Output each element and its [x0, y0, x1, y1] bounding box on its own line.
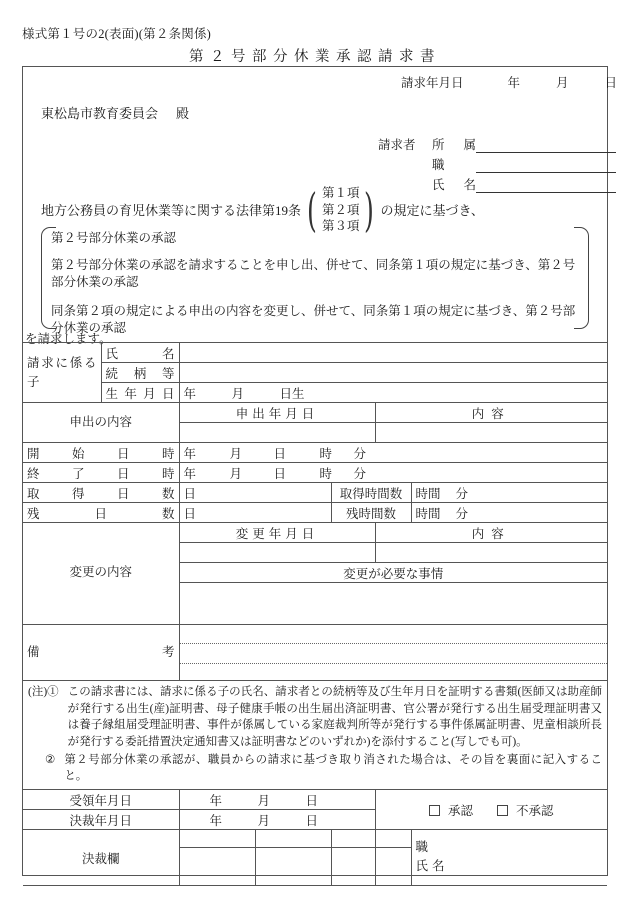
- end-hour: 時: [319, 466, 333, 481]
- child-birth-input[interactable]: [179, 383, 607, 403]
- request-option-3[interactable]: 同条第２項の規定による申出の内容を変更し、併せて、同条第１項の規定に基づき、第２号部分休業の承認: [51, 304, 576, 336]
- table-row: [23, 343, 607, 363]
- note-item-2: [28, 752, 602, 785]
- table-row: [23, 830, 607, 848]
- hours-taken-input[interactable]: [411, 483, 607, 503]
- start-month: 月: [229, 446, 243, 461]
- requester-post-label: 職: [432, 158, 445, 172]
- approve-checkbox[interactable]: [429, 805, 440, 816]
- remarks-label: 備考: [23, 625, 179, 681]
- receipt-year: 年: [209, 793, 223, 808]
- approval-checkbox-group: [375, 790, 607, 830]
- hours-taken-label: 取得時間数: [331, 483, 411, 503]
- page-title: [22, 45, 608, 66]
- note-item-1: [28, 684, 602, 751]
- application-content-header: 内容: [375, 403, 607, 423]
- decision-stamp-4[interactable]: [375, 848, 411, 886]
- change-label-top: [23, 523, 179, 543]
- table-row: [23, 363, 607, 383]
- change-content-input[interactable]: [375, 543, 607, 563]
- note-1-text: この請求書には、請求に係る子の氏名、請求者との続柄等及び生年月日を証明する書類(医師又は助産師が発行する出生(産)証明書、母子健康手帳の出生届出済証明書、官公署が発行する出生届受理証明書又は養子縁組届受理証明書、事件が係属している家庭裁判所等が発行する事件係属証明書、児童相談所長が発行する委託措置決定通知書又は証明書などのいずれか)を添付すること(写しでも可)。: [67, 686, 603, 749]
- application-label: 申出の内容: [23, 403, 179, 443]
- hours-left-hour: 時間: [415, 506, 441, 521]
- table-row: [23, 503, 607, 523]
- start-datetime-label: 開始日時: [23, 443, 179, 463]
- decision-stamp-4-top[interactable]: [375, 830, 411, 848]
- decision-year: 年: [209, 813, 223, 828]
- claim-date-year: 年: [507, 76, 521, 90]
- end-month: 月: [229, 466, 243, 481]
- form-code: 様式第１号の2(表面)(第２条関係): [22, 27, 212, 41]
- brace-left-icon: (: [307, 182, 317, 237]
- end-datetime-label: 終了日時: [23, 463, 179, 483]
- signature-name-label: 氏名: [415, 858, 449, 873]
- table-row: [23, 583, 607, 625]
- application-content-input[interactable]: [375, 423, 607, 443]
- end-year: 年: [183, 466, 197, 481]
- change-section-label: 変更の内容: [23, 563, 179, 583]
- change-label-bottom: [23, 583, 179, 625]
- application-date-header: 申出年月日: [179, 403, 375, 423]
- hours-left-minute: 分: [455, 506, 469, 521]
- law-clause-2[interactable]: 第２項: [321, 202, 360, 217]
- days-left-input[interactable]: 日: [179, 503, 331, 523]
- request-tail-text: を請求します。: [25, 332, 112, 346]
- law-reference-prefix: 地方公務員の育児休業等に関する法律第19条: [41, 203, 302, 219]
- table-row: [23, 681, 607, 790]
- form-grid: [23, 342, 607, 886]
- note-2-text: 第２号部分休業の承認が、職員からの請求に基づき取り消された場合は、その旨を裏面に記入すること。: [64, 753, 603, 783]
- days-taken-label: 取得日数: [23, 483, 179, 503]
- end-datetime-input[interactable]: [179, 463, 607, 483]
- hours-left-label: 残時間数: [331, 503, 411, 523]
- start-hour: 時: [319, 446, 333, 461]
- hours-taken-minute: 分: [455, 486, 469, 501]
- decision-stamp-3[interactable]: [331, 848, 375, 886]
- table-row: [23, 563, 607, 583]
- brace-right-icon: ): [364, 182, 375, 237]
- note-1-marker: (注)①: [28, 686, 59, 698]
- child-relation-label: 続柄等: [101, 363, 179, 383]
- approve-label: 承認: [448, 803, 474, 818]
- child-birth-year: 年: [183, 386, 197, 401]
- law-reference-suffix: の規定に基づき、: [380, 203, 484, 219]
- start-minute: 分: [353, 446, 367, 461]
- table-row: [23, 625, 607, 681]
- decision-stamp-1[interactable]: [179, 848, 255, 886]
- change-label-mid: [23, 543, 179, 563]
- table-row: [23, 523, 607, 543]
- child-birth-month: 月: [231, 386, 245, 401]
- requester-block: [378, 133, 616, 193]
- request-option-2[interactable]: 第２号部分休業の承認を請求することを申し出、併せて、同条第１項の規定に基づき、第２号部分休業の承認: [51, 258, 576, 290]
- child-name-label: 氏名: [101, 343, 179, 363]
- child-relation-input[interactable]: [179, 363, 607, 383]
- requester-label: 請求者: [378, 138, 416, 152]
- child-birth-day: 日生: [279, 386, 305, 401]
- claim-date-line: [401, 73, 617, 91]
- receipt-date-input[interactable]: [179, 790, 375, 810]
- addressee-name: 東松島市教育委員会: [41, 106, 159, 121]
- table-row: [23, 383, 607, 403]
- change-content-header: 内容: [375, 523, 607, 543]
- decision-stamp-1-top[interactable]: [179, 830, 255, 848]
- notes-section: [23, 681, 607, 790]
- table-row: [23, 543, 607, 563]
- receipt-month: 月: [257, 793, 271, 808]
- change-date-input[interactable]: [179, 543, 375, 563]
- application-date-input[interactable]: [179, 423, 375, 443]
- change-reason-header: 変更が必要な事情: [179, 563, 607, 583]
- claim-date-day: 日: [604, 76, 618, 90]
- days-left-label: 残日数: [23, 503, 179, 523]
- form-upper-section: [23, 67, 618, 346]
- decision-date-input[interactable]: [179, 810, 375, 830]
- form-table: [23, 342, 607, 886]
- table-row: [23, 483, 607, 503]
- claim-date-month: 月: [556, 76, 569, 90]
- addressee-line: [41, 103, 189, 122]
- requester-affiliation-row: [378, 133, 616, 153]
- law-clause-3[interactable]: 第３項: [321, 219, 360, 233]
- requester-affiliation-input[interactable]: [476, 138, 616, 153]
- reject-checkbox[interactable]: [497, 805, 508, 816]
- remarks-dotted-line-2: [180, 663, 608, 664]
- remarks-input[interactable]: [179, 625, 607, 681]
- decision-stamp-2-top[interactable]: [255, 830, 331, 848]
- requester-affiliation-label: 所属: [432, 138, 476, 152]
- decision-stamp-3-top[interactable]: [331, 830, 375, 848]
- decision-date-label: 決裁年月日: [23, 810, 179, 830]
- start-datetime-input[interactable]: [179, 443, 607, 463]
- reject-label: 不承認: [516, 803, 554, 818]
- table-row: [23, 790, 607, 810]
- decision-day: 日: [305, 813, 319, 828]
- start-day: 日: [273, 446, 287, 461]
- request-options-block: [41, 227, 589, 336]
- change-reason-input[interactable]: [179, 583, 607, 625]
- remarks-dotted-line-1: [180, 643, 608, 644]
- addressee-honorific: 殿: [176, 106, 190, 121]
- decision-column-label: 決裁欄: [23, 830, 179, 886]
- table-row: [23, 403, 607, 423]
- end-minute: 分: [353, 466, 367, 481]
- hours-left-input[interactable]: [411, 503, 607, 523]
- requester-name-label: 氏名: [432, 178, 476, 192]
- form-outer-border: [22, 66, 618, 876]
- table-row: [23, 443, 607, 463]
- requester-post-input[interactable]: [476, 158, 616, 173]
- receipt-date-label: 受領年月日: [23, 790, 179, 810]
- claim-date-label: 請求年月日: [401, 76, 464, 90]
- requester-name-input[interactable]: [476, 178, 616, 193]
- request-option-1[interactable]: 第２号部分休業の承認: [51, 231, 177, 245]
- decision-stamp-2[interactable]: [255, 848, 331, 886]
- requester-post-row: [378, 153, 616, 173]
- start-year: 年: [183, 446, 197, 461]
- signature-post-label: 職: [415, 840, 429, 855]
- page-title-text: 第２号部分休業承認請求書: [189, 49, 441, 65]
- change-date-header: 変更年月日: [179, 523, 375, 543]
- decision-signature: [411, 830, 607, 886]
- law-clause-1[interactable]: 第１項: [321, 186, 360, 200]
- end-day: 日: [273, 466, 287, 481]
- child-birth-label: 生年月日: [101, 383, 179, 403]
- hours-taken-hour: 時間: [415, 486, 441, 501]
- days-taken-input[interactable]: 日: [179, 483, 331, 503]
- decision-month: 月: [257, 813, 271, 828]
- table-row: [23, 463, 607, 483]
- receipt-day: 日: [305, 793, 319, 808]
- child-name-input[interactable]: [179, 343, 607, 363]
- note-2-marker: ②: [45, 753, 56, 766]
- child-section-label: 請求に係る子: [23, 343, 101, 403]
